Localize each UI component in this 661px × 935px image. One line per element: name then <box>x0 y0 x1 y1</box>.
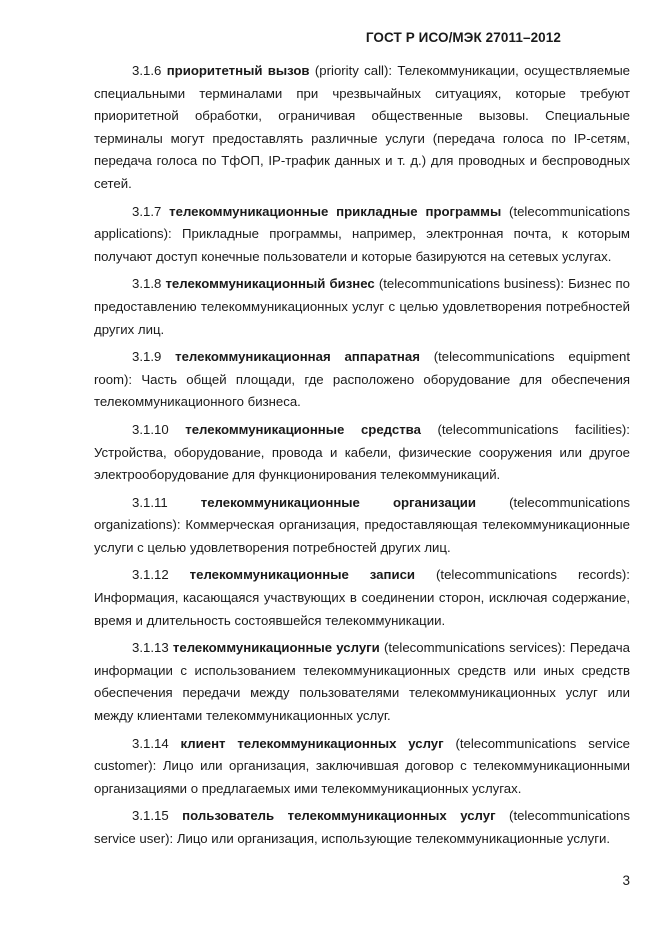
definitions-list <box>94 60 630 856</box>
definition-entry <box>94 201 630 269</box>
entry-english: (telecommunications service user): <box>94 808 630 846</box>
entry-english: (telecommunications records): <box>436 567 630 583</box>
entry-number: 3.1.11 <box>132 494 168 510</box>
entry-english: (telecommunications service customer): <box>94 735 630 774</box>
entry-definition: Коммерческая организация, предоставляющая телекоммуникационные услуги с целью удовлетворения потребностей других лиц. <box>94 517 630 555</box>
entry-english: (telecommunications facilities): <box>437 421 630 437</box>
entry-english: (priority call): <box>314 63 393 78</box>
entry-definition: Информация, касающаяся участвующих в соединении сторон, исключая содержание, время и длительность состоявшейся телекоммуникации. <box>94 590 630 628</box>
entry-english: (telecommunications services): <box>384 640 566 656</box>
entry-number: 3.1.10 <box>132 421 169 437</box>
entry-definition: Телекоммуникации, осуществляемые специальными терминалами при чрезвычайных ситуациях, которые требуют приоритетной обработки, ограничивая общественные вызовы. Специальные терминалы могут предоставлять различные услуги (передача голоса по IP-сетям, передача голоса по ТфОП, IP-трафик данных и т. д.) для проводных и беспроводных сетей. <box>94 63 631 191</box>
entry-english: (telecommunications applications): <box>94 203 630 242</box>
entry-term: телекоммуникационная аппаратная <box>175 349 420 365</box>
page-number: 3 <box>622 873 630 888</box>
entry-term: пользователь телекоммуникационных услуг <box>182 808 496 824</box>
entry-term: телекоммуникационные услуги <box>172 640 380 656</box>
definition-entry <box>94 492 630 560</box>
definition-entry <box>94 60 630 196</box>
entry-number: 3.1.12 <box>132 567 169 583</box>
entry-definition: Бизнес по предоставлению телекоммуникационных услуг с целью удовлетворения потребностей других лиц. <box>94 276 631 337</box>
entry-term: телекоммуникационные прикладные программы <box>169 203 502 219</box>
entry-number: 3.1.6 <box>132 63 162 78</box>
entry-term: телекоммуникационные средства <box>185 421 421 437</box>
definition-entry <box>94 273 630 341</box>
entry-definition: Часть общей площади, где расположено оборудование для обеспечения телекоммуникационного бизнеса. <box>94 371 630 410</box>
entry-number: 3.1.7 <box>132 203 162 219</box>
entry-term: приоритетный вызов <box>166 63 310 78</box>
definition-entry <box>94 637 630 727</box>
entry-definition: Устройства, оборудование, провода и кабели, физические сооружения или другое электрооборудование для функционирования телекоммуникаций. <box>94 444 630 483</box>
entry-number: 3.1.9 <box>132 349 162 365</box>
entry-term: телекоммуникационные организации <box>200 494 476 510</box>
entry-english: (telecommunications business): <box>378 276 565 292</box>
entry-definition: Прикладные программы, например, электронная почта, к которым получают доступ конечные пользователи и которые базируются на сетевых услугах. <box>94 226 630 264</box>
definition-entry <box>94 564 630 632</box>
entry-definition: Лицо или организация, использующие телекоммуникационные услуги. <box>176 831 611 846</box>
definition-entry <box>94 805 630 850</box>
definition-entry <box>94 346 630 414</box>
entry-number: 3.1.8 <box>132 276 162 292</box>
entry-english: (telecommunications equipment room): <box>94 349 630 387</box>
entry-number: 3.1.15 <box>132 808 169 824</box>
standard-header: ГОСТ Р ИСО/МЭК 27011–2012 <box>365 30 561 45</box>
definition-entry <box>94 733 630 801</box>
definition-entry <box>94 419 630 487</box>
entry-definition: Передача информации с использованием телекоммуникационных средств или иных средств обеспечения передачи между пользователями телекоммуникационных услуг или между клиентами телекоммуникационных услуг. <box>94 640 631 724</box>
entry-number: 3.1.14 <box>132 735 169 751</box>
entry-number: 3.1.13 <box>132 640 169 656</box>
entry-term: клиент телекоммуникационных услуг <box>180 735 444 751</box>
entry-term: телекоммуникационный бизнес <box>165 276 375 292</box>
entry-definition: Лицо или организация, заключившая договор с телекоммуникационными организациями о предлагаемых ими телекоммуникационных услугах. <box>94 758 631 796</box>
entry-term: телекоммуникационные записи <box>189 567 416 583</box>
entry-english: (telecommunications organizations): <box>94 494 631 533</box>
